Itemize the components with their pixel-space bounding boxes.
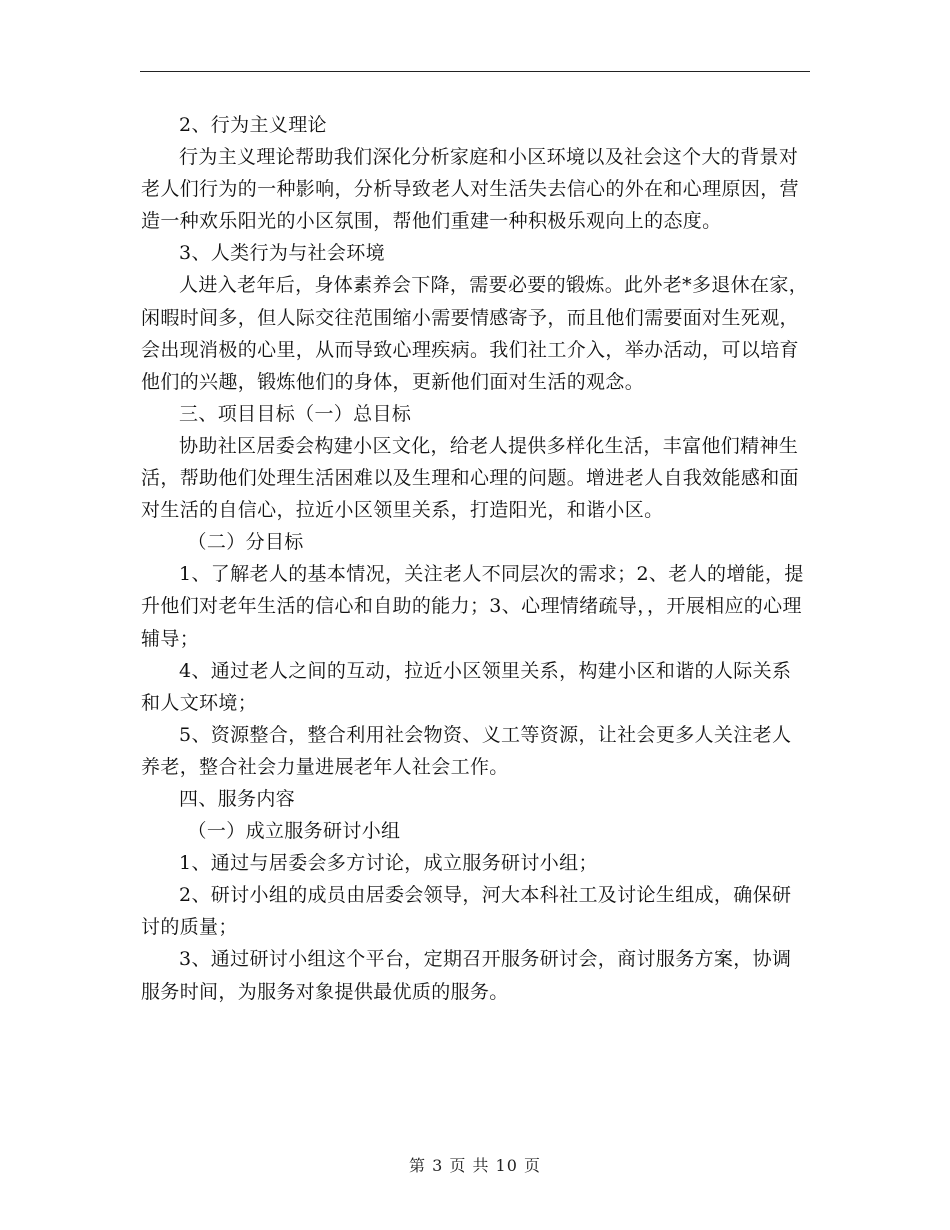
paragraph-research-group-1: 1、通过与居委会多方讨论，成立服务研讨小组； <box>179 852 598 875</box>
heading-project-goals: 三、项目目标（一）总目标 <box>179 402 412 425</box>
page-body <box>141 109 809 1008</box>
paragraph-behaviorism: 行为主义理论帮助我们深化分析家庭和小区环境以及社会这个大的背景对老人们行为的一种影响，分析导致老人对生活失去信心的外在和心理原因，营造一种欢乐阳光的小区氛围，帮他们重建一种积极乐观向上的态度。 <box>141 146 799 233</box>
paragraph-human-behavior: 人进入老年后，身体素养会下降，需要必要的锻炼。此外老*多退休在家，闲暇时间多，但人际交往范围缩小需要情感寄予，而且他们需要面对生死观，会出现消极的心里，从而导致心理疾病。我们社工介入，举办活动，可以培育他们的兴趣，锻炼他们的身体，更新他们面对生活的观念。 <box>141 274 809 393</box>
heading-service-content: 四、服务内容 <box>179 787 296 810</box>
paragraph-research-group-3: 3、通过研讨小组这个平台，定期召开服务研讨会，商讨服务方案，协调服务时间，为服务对象提供最优质的服务。 <box>141 948 792 1003</box>
heading-sub-goals: （二）分目标 <box>187 531 304 554</box>
paragraph-research-group-2: 2、研讨小组的成员由居委会领导，河大本科社工及讨论生组成，确保研讨的质量； <box>141 884 792 939</box>
paragraph-sub-goals-1-3: 1、了解老人的基本情况，关注老人不同层次的需求；2、老人的增能，提升他们对老年生活的信心和自助的能力；3、心理情绪疏导，，开展相应的心理辅导； <box>141 563 804 650</box>
paragraph-sub-goal-5: 5、资源整合，整合利用社会物资、义工等资源，让社会更多人关注老人养老，整合社会力量进展老年人社会工作。 <box>141 723 792 778</box>
paragraph-sub-goal-4: 4、通过老人之间的互动，拉近小区领里关系，构建小区和谐的人际关系和人文环境； <box>141 659 792 714</box>
paragraph-overall-goal: 协助社区居委会构建小区文化，给老人提供多样化生活，丰富他们精神生活，帮助他们处理生活困难以及生理和心理的问题。增进老人自我效能感和面对生活的自信心，拉近小区领里关系，打造阳光，和谐小区。 <box>141 434 799 522</box>
page-number: 第 3 页 共 10 页 <box>409 1156 541 1175</box>
heading-behaviorism: 2、行为主义理论 <box>179 114 327 136</box>
heading-human-behavior: 3、人类行为与社会环境 <box>179 242 385 265</box>
heading-research-group: （一）成立服务研讨小组 <box>187 820 401 843</box>
header-rule <box>140 71 810 72</box>
